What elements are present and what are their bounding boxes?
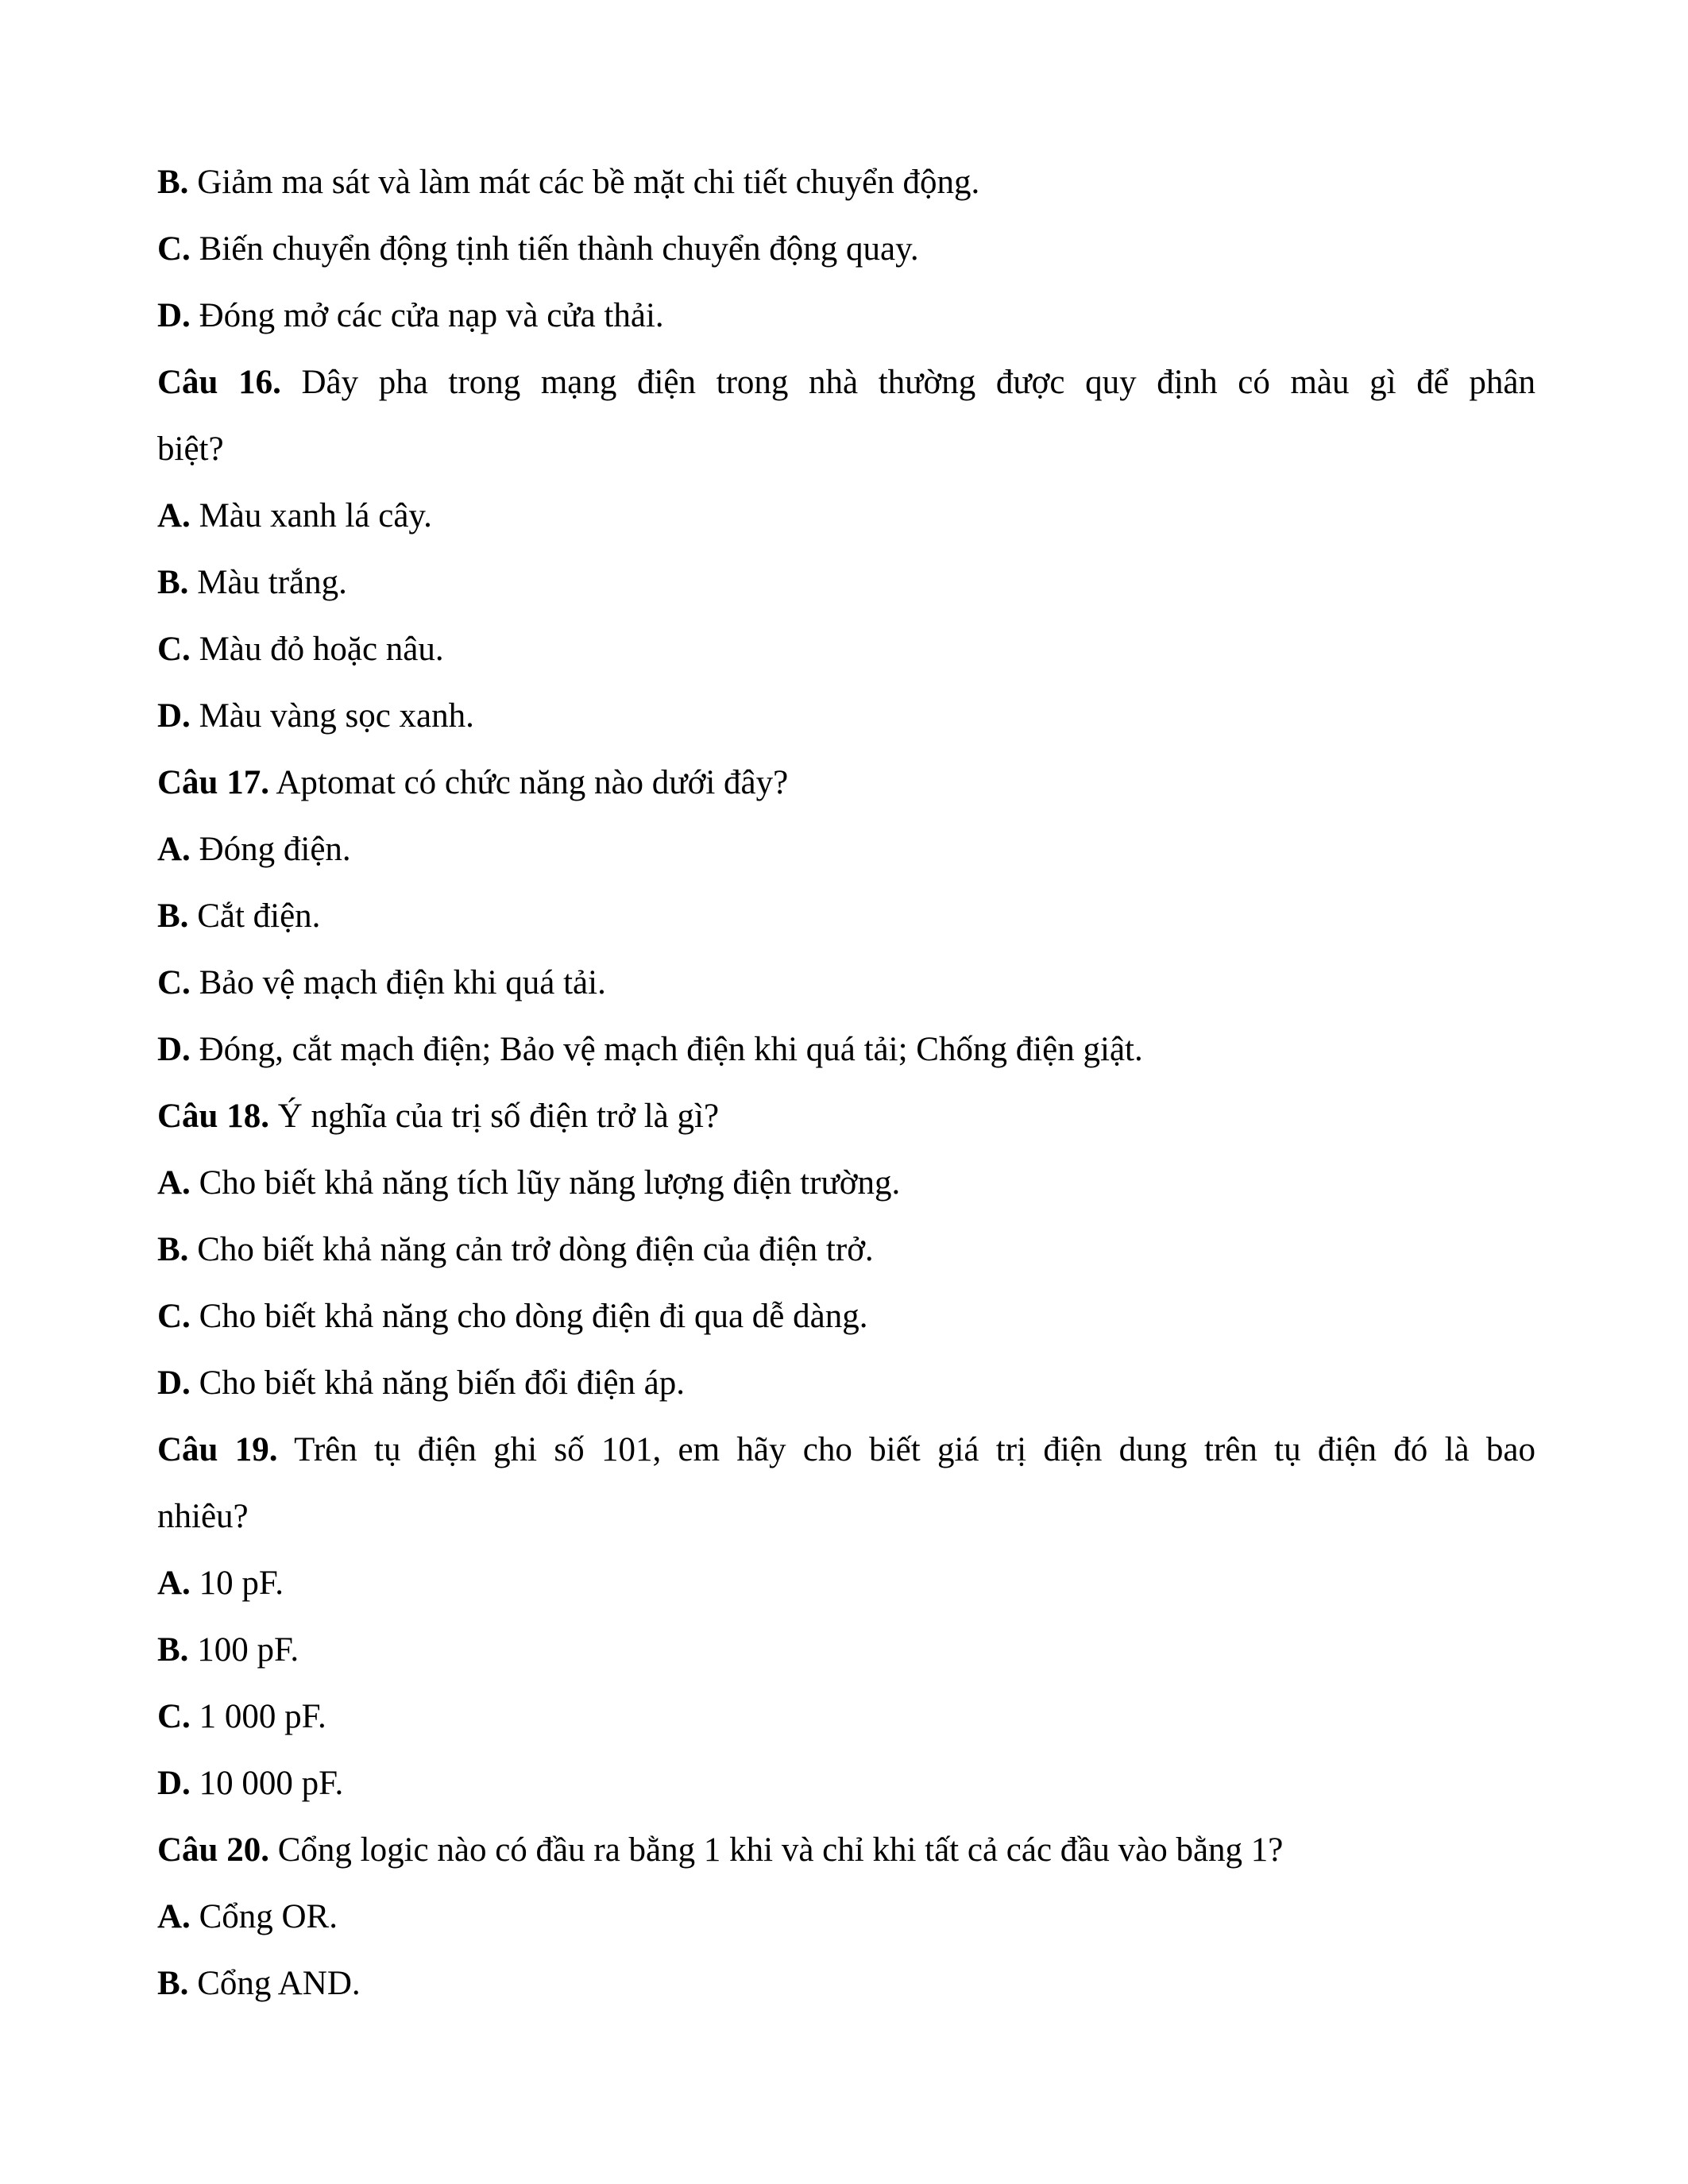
option-label: D. [157, 1364, 191, 1402]
option-label: D. [157, 697, 191, 735]
question-stem-continued: biệt? [157, 430, 224, 468]
option-c [157, 616, 1535, 683]
option-text: Giảm ma sát và làm mát các bề mặt chi tiết chuyển động. [188, 164, 980, 201]
option-d [157, 1350, 1535, 1417]
option-d [157, 683, 1535, 750]
option-a [157, 1550, 1535, 1617]
option-label: B. [157, 1231, 189, 1268]
option-a [157, 1150, 1535, 1217]
option-text: Màu xanh lá cây. [190, 497, 432, 534]
option-label: A. [157, 1898, 191, 1935]
question-label: Câu 20. [157, 1831, 269, 1869]
option-text: Cổng OR. [190, 1898, 338, 1935]
option-text: Màu trắng. [188, 564, 347, 601]
option-c [157, 1283, 1535, 1350]
option-text: 10 000 pF. [190, 1765, 344, 1802]
option-label: A. [157, 497, 191, 534]
question-text: Dây pha trong mạng điện trong nhà thường được quy định có màu gì để phân [280, 364, 1535, 401]
question-20 [157, 1817, 1535, 2017]
option-label: C. [157, 964, 191, 1001]
question-18 [157, 1083, 1535, 1417]
option-c [157, 950, 1535, 1017]
option-b [157, 550, 1535, 616]
option-text: Biến chuyển động tịnh tiến thành chuyển động quay. [190, 230, 919, 268]
option-c [157, 1684, 1535, 1750]
option-d [157, 1750, 1535, 1817]
option-label: A. [157, 1164, 191, 1202]
option-text: 1 000 pF. [190, 1698, 326, 1735]
option-label: B. [157, 564, 189, 601]
option-label: B. [157, 164, 189, 201]
option-text: Đóng, cắt mạch điện; Bảo vệ mạch điện khi quá tải; Chống điện giật. [190, 1031, 1143, 1068]
option-text: Cắt điện. [188, 897, 321, 935]
question-text: Aptomat có chức năng nào dưới đây? [268, 764, 789, 801]
option-text: Màu vàng sọc xanh. [190, 697, 474, 735]
option-label: B. [157, 1965, 189, 2002]
question-19 [157, 1417, 1535, 1817]
option-label: B. [157, 1631, 189, 1669]
option-label: A. [157, 1565, 191, 1602]
option-d [157, 283, 1535, 349]
continuation-options [157, 149, 1535, 349]
question-label: Câu 17. [157, 764, 269, 801]
option-label: D. [157, 1765, 191, 1802]
question-text: Trên tụ điện ghi số 101, em hãy cho biết giá trị điện dung trên tụ điện đó là bao [277, 1431, 1535, 1468]
option-label: D. [157, 297, 191, 334]
option-text: Cho biết khả năng cho dòng điện đi qua dễ dàng. [190, 1298, 868, 1335]
option-text: Cho biết khả năng cản trở dòng điện của điện trở. [188, 1231, 874, 1268]
option-text: Cho biết khả năng tích lũy năng lượng điện trường. [190, 1164, 901, 1202]
option-label: C. [157, 631, 191, 668]
question-label: Câu 16. [157, 364, 281, 401]
option-text: Cổng AND. [188, 1965, 361, 2002]
question-stem [157, 1083, 1535, 1150]
question-stem [157, 1417, 1535, 1484]
option-label: C. [157, 230, 191, 268]
question-stem [157, 1817, 1535, 1884]
option-text: Đóng mở các cửa nạp và cửa thải. [190, 297, 664, 334]
option-b [157, 149, 1535, 216]
option-text: Bảo vệ mạch điện khi quá tải. [190, 964, 606, 1001]
option-b [157, 883, 1535, 950]
question-stem-continued: nhiêu? [157, 1498, 249, 1535]
option-label: D. [157, 1031, 191, 1068]
question-text: Cổng logic nào có đầu ra bằng 1 khi và chỉ khi tất cả các đầu vào bằng 1? [268, 1831, 1284, 1869]
option-label: C. [157, 1298, 191, 1335]
question-text: Ý nghĩa của trị số điện trở là gì? [268, 1098, 720, 1135]
option-text: Màu đỏ hoặc nâu. [190, 631, 444, 668]
option-text: Cho biết khả năng biến đổi điện áp. [190, 1364, 685, 1402]
option-label: A. [157, 831, 191, 868]
question-label: Câu 19. [157, 1431, 278, 1468]
option-d [157, 1017, 1535, 1083]
option-b [157, 1617, 1535, 1684]
document-page [157, 149, 1535, 2017]
option-a [157, 816, 1535, 883]
option-a [157, 1884, 1535, 1951]
option-text: 100 pF. [188, 1631, 299, 1669]
question-label: Câu 18. [157, 1098, 269, 1135]
option-b [157, 1951, 1535, 2017]
option-label: B. [157, 897, 189, 935]
option-text: Đóng điện. [190, 831, 351, 868]
option-a [157, 483, 1535, 550]
option-text: 10 pF. [190, 1565, 284, 1602]
option-b [157, 1217, 1535, 1283]
question-stem [157, 349, 1535, 416]
option-label: C. [157, 1698, 191, 1735]
question-stem [157, 750, 1535, 816]
question-17 [157, 750, 1535, 1083]
option-c [157, 216, 1535, 283]
question-16 [157, 349, 1535, 750]
